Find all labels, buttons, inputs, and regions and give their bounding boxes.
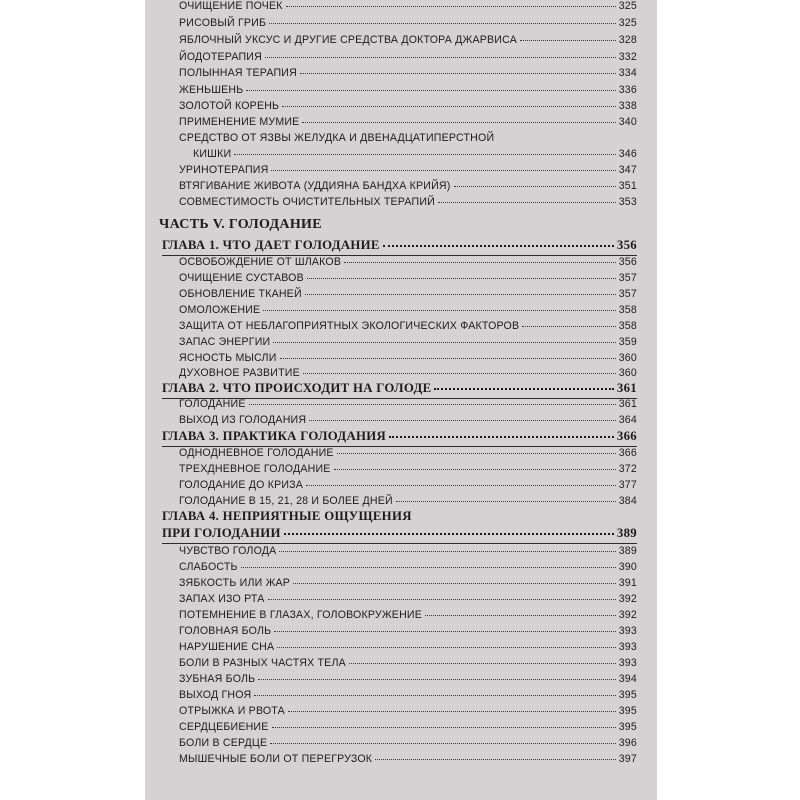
dot-leader: [282, 105, 616, 107]
dot-leader: [234, 153, 615, 155]
toc-entry-title: НАРУШЕНИЕ СНА: [179, 641, 275, 653]
toc-entry: [179, 304, 637, 316]
toc-entry-title: ЗАПАС ЭНЕРГИИ: [179, 336, 271, 348]
dot-leader: [522, 325, 615, 327]
toc-entry-page: 357: [618, 288, 637, 300]
toc-entry-page: 360: [618, 352, 637, 364]
toc-entry: [179, 288, 637, 300]
toc-entry-page: 340: [618, 116, 637, 128]
toc-entry-title: ГОЛОДАНИЕ В 15, 21, 28 И БОЛЕЕ ДНЕЙ: [179, 495, 393, 507]
toc-entry: [179, 148, 637, 160]
toc-entry-page: 397: [618, 753, 637, 765]
toc-entry: [179, 164, 637, 176]
dot-leader: [300, 72, 616, 74]
chapter-page: 389: [616, 526, 637, 540]
dot-leader: [269, 22, 616, 24]
dot-leader: [271, 169, 615, 171]
dot-leader: [438, 201, 616, 203]
toc-entry-title: ВТЯГИВАНИЕ ЖИВОТА (УДДИЯНА БАНДХА КРИЙЯ): [179, 180, 451, 192]
chapter-heading: [162, 429, 637, 444]
toc-entry-title: ЯСНОСТЬ МЫСЛИ: [179, 352, 277, 364]
toc-entry-title: СЛАБОСТЬ: [179, 561, 238, 573]
dot-leader: [389, 435, 614, 438]
dot-leader: [249, 403, 616, 405]
toc-entry: [179, 51, 637, 63]
dot-leader: [279, 550, 615, 552]
toc-entry-title: ВЫХОД ИЗ ГОЛОДАНИЯ: [179, 414, 307, 426]
dot-leader: [520, 39, 616, 41]
dot-leader: [303, 372, 616, 374]
toc-entry-page: 366: [618, 447, 637, 459]
toc-entry: [179, 116, 637, 128]
toc-entry: [179, 272, 637, 284]
toc-entry-page: 338: [618, 100, 637, 112]
toc-entry-page: 356: [618, 256, 637, 268]
toc-entry-page: 332: [618, 51, 637, 63]
toc-entry-page: 328: [618, 34, 637, 46]
toc-entry-page: 393: [618, 641, 637, 653]
dot-leader: [396, 500, 616, 502]
toc-entry-page: 390: [618, 561, 637, 573]
part-heading: ЧАСТЬ V. ГОЛОДАНИЕ: [159, 217, 322, 232]
toc-entry-page: 392: [618, 609, 637, 621]
toc-entry-title: ТРЕХДНЕВНОЕ ГОЛОДАНИЕ: [179, 463, 331, 475]
toc-entry-title: ЗУБНАЯ БОЛЬ: [179, 673, 256, 685]
dot-leader: [334, 468, 616, 470]
toc-entry: [179, 84, 637, 96]
toc-entry-title: ГОЛОВНАЯ БОЛЬ: [179, 625, 272, 637]
toc-entry-page: 393: [618, 625, 637, 637]
toc-entry-title: РИСОВЫЙ ГРИБ: [179, 17, 267, 29]
dot-leader: [268, 598, 616, 600]
chapter-heading: [162, 238, 637, 253]
toc-entry-page: 358: [618, 304, 637, 316]
toc-entry-page: 389: [618, 545, 637, 557]
toc-entry-page: 372: [618, 463, 637, 475]
toc-entry: [179, 641, 637, 653]
dot-leader: [434, 387, 613, 390]
toc-entry-page: 325: [618, 17, 637, 29]
toc-entry-first-line: [179, 132, 494, 144]
toc-entry-title: СОВМЕСТИМОСТЬ ОЧИСТИТЕЛЬНЫХ ТЕРАПИЙ: [179, 196, 435, 208]
toc-entry: [179, 256, 637, 268]
toc-entry-title: ОЧИЩЕНИЕ СУСТАВОВ: [179, 272, 304, 284]
toc-entry-page: 377: [618, 479, 637, 491]
toc-entry-page: 336: [618, 84, 637, 96]
toc-entry: [179, 689, 637, 701]
dot-leader: [454, 185, 616, 187]
toc-entry: [179, 593, 637, 605]
chapter-heading: [162, 381, 637, 396]
toc-entry: [179, 577, 637, 589]
toc-entry-page: 361: [618, 398, 637, 410]
dot-leader: [307, 277, 616, 279]
toc-entry-title: СРЕДСТВО ОТ ЯЗВЫ ЖЕЛУДКА И ДВЕНАДЦАТИПЕРСТНОЙ: [179, 132, 495, 144]
dot-leader: [337, 452, 616, 454]
chapter-title: ГЛАВА 1. ЧТО ДАЕТ ГОЛОДАНИЕ: [162, 238, 380, 252]
toc-entry: [179, 737, 637, 749]
dot-leader: [286, 5, 616, 7]
dot-leader: [263, 309, 615, 311]
toc-entry-title: МЫШЕЧНЫЕ БОЛИ ОТ ПЕРЕГРУЗОК: [179, 753, 373, 765]
toc-entry-page: 364: [618, 414, 637, 426]
toc-entry-title: БОЛИ В РАЗНЫХ ЧАСТЯХ ТЕЛА: [179, 657, 346, 669]
toc-entry: [179, 545, 637, 557]
toc-entry: [179, 609, 637, 621]
toc-entry-title: ЖЕНЬШЕНЬ: [179, 84, 244, 96]
chapter-title: ГЛАВА 2. ЧТО ПРОИСХОДИТ НА ГОЛОДЕ: [162, 381, 432, 395]
dot-leader: [309, 419, 616, 421]
toc-entry: [179, 0, 637, 12]
toc-entry-page: 394: [618, 673, 637, 685]
toc-entry: [179, 479, 637, 491]
toc-entry-title: ЙОДОТЕРАПИЯ: [179, 51, 262, 63]
dot-leader: [280, 357, 616, 359]
toc-entry-page: 395: [618, 689, 637, 701]
toc-entry: [179, 495, 637, 507]
toc-entry-page: 360: [618, 367, 637, 379]
toc-entry: [179, 447, 637, 459]
dot-leader: [284, 532, 614, 535]
dot-leader: [254, 694, 615, 696]
toc-entry-title: ЗЯБКОСТЬ ИЛИ ЖАР: [179, 577, 291, 589]
chapter-title: ПРИ ГОЛОДАНИИ: [162, 526, 281, 540]
toc-entry-page: 351: [618, 180, 637, 192]
chapter-heading-first-line: ГЛАВА 4. НЕПРИЯТНЫЕ ОЩУЩЕНИЯ: [162, 509, 412, 523]
toc-entry-page: 334: [618, 67, 637, 79]
toc-entry-title: ОДНОДНЕВНОЕ ГОЛОДАНИЕ: [179, 447, 334, 459]
toc-entry-title: УРИНОТЕРАПИЯ: [179, 164, 269, 176]
toc-entry-page: 359: [618, 336, 637, 348]
toc-entry: [179, 414, 637, 426]
toc-entry: [179, 463, 637, 475]
toc-entry-title: ВЫХОД ГНОЯ: [179, 689, 252, 701]
toc-entry-title: ПОТЕМНЕНИЕ В ГЛАЗАХ, ГОЛОВОКРУЖЕНИЕ: [179, 609, 422, 621]
toc-entry-title: ЗАПАХ ИЗО РТА: [179, 593, 265, 605]
toc-entry-page: 393: [618, 657, 637, 669]
toc-entry-page: 353: [618, 196, 637, 208]
dot-leader: [270, 742, 615, 744]
toc-entry-title: ПОЛЫННАЯ ТЕРАПИЯ: [179, 67, 297, 79]
chapter-title: ГЛАВА 3. ПРАКТИКА ГОЛОДАНИЯ: [162, 429, 387, 443]
toc-entry-page: 346: [618, 148, 637, 160]
chapter-page: 366: [616, 429, 637, 443]
dot-leader: [383, 244, 614, 247]
dot-leader: [246, 89, 615, 91]
dot-leader: [265, 56, 616, 58]
dot-leader: [241, 566, 616, 568]
toc-entry: [179, 367, 637, 379]
dot-leader: [305, 293, 616, 295]
dot-leader: [349, 662, 616, 664]
toc-entry: [179, 180, 637, 192]
toc-entry-title: ГОЛОДАНИЕ: [179, 398, 246, 410]
dot-leader: [273, 341, 615, 343]
toc-entry-page: 384: [618, 495, 637, 507]
toc-entry: [179, 753, 637, 765]
toc-entry-title: ОСВОБОЖДЕНИЕ ОТ ШЛАКОВ: [179, 256, 342, 268]
toc-entry: [179, 320, 637, 332]
toc-entry: [179, 398, 637, 410]
toc-entry: [179, 17, 637, 29]
toc-entry-title: ОЧИЩЕНИЕ ПОЧЕК: [179, 0, 283, 12]
dot-leader: [277, 646, 615, 648]
toc-entry: [179, 34, 637, 46]
toc-entry-title: ЧУВСТВО ГОЛОДА: [179, 545, 277, 557]
toc-entry-title: ОМОЛОЖЕНИЕ: [179, 304, 261, 316]
toc-entry-title: ДУХОВНОЕ РАЗВИТИЕ: [179, 367, 300, 379]
dot-leader: [288, 710, 616, 712]
toc-entry-title: ЯБЛОЧНЫЙ УКСУС И ДРУГИЕ СРЕДСТВА ДОКТОРА ДЖАРВИСА: [179, 34, 517, 46]
toc-entry: [179, 561, 637, 573]
chapter-page: 361: [616, 381, 637, 395]
toc-entry-page: 396: [618, 737, 637, 749]
toc-entry: [179, 657, 637, 669]
toc-entry: [179, 625, 637, 637]
toc-entry: [179, 67, 637, 79]
dot-leader: [425, 614, 616, 616]
dot-leader: [274, 630, 615, 632]
toc-entry: [179, 100, 637, 112]
toc-entry-page: 395: [618, 705, 637, 717]
dot-leader: [272, 726, 616, 728]
toc-entry: [179, 336, 637, 348]
toc-entry-page: 325: [618, 0, 637, 12]
toc-entry-title: ЗАЩИТА ОТ НЕБЛАГОПРИЯТНЫХ ЭКОЛОГИЧЕСКИХ ФАКТОРОВ: [179, 320, 520, 332]
dot-leader: [306, 484, 616, 486]
toc-entry: [179, 673, 637, 685]
toc-entry-page: 395: [618, 721, 637, 733]
toc-entry-page: 391: [618, 577, 637, 589]
toc-entry-title: ПРИМЕНЕНИЕ МУМИЕ: [179, 116, 300, 128]
toc-entry-title: ОБНОВЛЕНИЕ ТКАНЕЙ: [179, 288, 302, 300]
toc-entry: [179, 352, 637, 364]
chapter-page: 356: [616, 238, 637, 252]
toc-entry-page: 358: [618, 320, 637, 332]
toc-entry-title: ОТРЫЖКА И РВОТА: [179, 705, 285, 717]
toc-entry: [179, 721, 637, 733]
toc-entry-title: БОЛИ В СЕРДЦЕ: [179, 737, 268, 749]
toc-entry-title-continued: КИШКИ: [193, 148, 232, 160]
dot-leader: [375, 758, 616, 760]
toc-entry-title: ГОЛОДАНИЕ ДО КРИЗА: [179, 479, 304, 491]
dot-leader: [302, 121, 615, 123]
dot-leader: [344, 261, 616, 263]
toc-entry-title: ЗОЛОТОЙ КОРЕНЬ: [179, 100, 280, 112]
book-page: [145, 0, 657, 800]
chapter-underline: [162, 543, 637, 544]
dot-leader: [258, 678, 615, 680]
toc-entry-title: СЕРДЦЕБИЕНИЕ: [179, 721, 269, 733]
toc-entry: [179, 705, 637, 717]
toc-entry: [179, 196, 637, 208]
toc-entry-page: 347: [618, 164, 637, 176]
dot-leader: [293, 582, 616, 584]
toc-entry-page: 357: [618, 272, 637, 284]
chapter-heading: [162, 526, 637, 541]
toc-entry-page: 392: [618, 593, 637, 605]
